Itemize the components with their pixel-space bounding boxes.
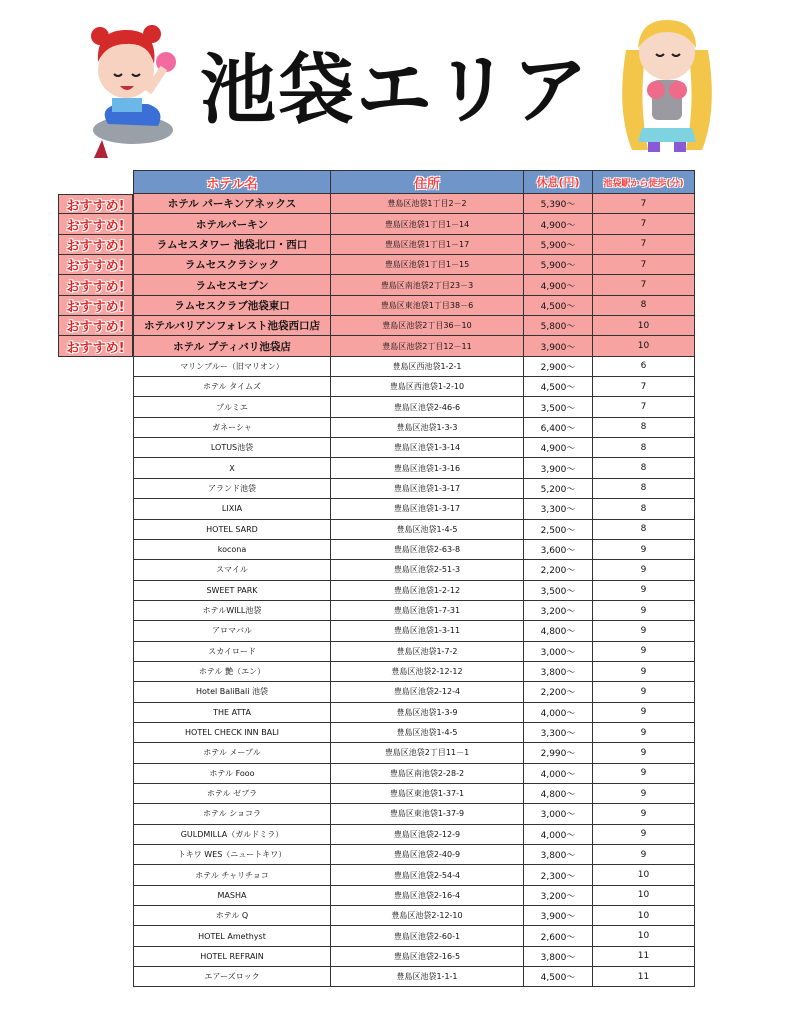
walk-minutes-cell: 7 [592,275,695,294]
address-cell: 豊島区池袋1-2-12 [330,581,523,600]
walk-minutes-cell: 9 [592,642,695,661]
hotel-name-cell: THE ATTA [133,703,330,722]
recommended-badge: おすすめ! [58,275,133,295]
address-cell: 豊島区池袋1-3-14 [330,438,523,457]
table-row [133,743,695,763]
header-address: 住所 [330,171,523,193]
price-cell: 5,800～ [523,316,592,335]
table-row [133,560,695,580]
address-cell: 豊島区池袋2-46-6 [330,397,523,416]
table-row [133,642,695,662]
table-row [133,336,695,356]
price-cell: 3,900～ [523,906,592,925]
table-row [133,235,695,255]
hotel-name-cell: ホテルWILL池袋 [133,601,330,620]
hotel-name-cell: GULDMILLA（ガルドミラ） [133,825,330,844]
address-cell: 豊島区東池袋1-37-9 [330,804,523,823]
address-cell: 豊島区池袋2-60-1 [330,926,523,945]
hotel-name-cell: アロマバル [133,621,330,640]
table-row [133,723,695,743]
walk-minutes-cell: 9 [592,682,695,701]
address-cell: 豊島区池袋1-4-5 [330,520,523,539]
table-row [133,581,695,601]
hotel-name-cell: ガネーシャ [133,418,330,437]
price-cell: 4,500～ [523,377,592,396]
price-cell: 3,800～ [523,845,592,864]
table-row [133,703,695,723]
price-cell: 4,900～ [523,214,592,233]
hotel-name-cell: ホテル タイムズ [133,377,330,396]
table-row [133,682,695,702]
table-row [133,377,695,397]
table-row [133,764,695,784]
price-cell: 4,500～ [523,296,592,315]
hotel-name-cell: X [133,458,330,477]
hotel-name-cell: kocona [133,540,330,559]
hotel-name-cell: LOTUS池袋 [133,438,330,457]
price-cell: 2,600～ [523,926,592,945]
price-cell: 3,900～ [523,336,592,355]
address-cell: 豊島区池袋2-12-9 [330,825,523,844]
walk-minutes-cell: 9 [592,804,695,823]
address-cell: 豊島区西池袋1-2-1 [330,357,523,376]
hotel-name-cell: SWEET PARK [133,581,330,600]
table-row [133,947,695,967]
address-cell: 豊島区池袋2-63-8 [330,540,523,559]
address-cell: 豊島区西池袋1-2-10 [330,377,523,396]
price-cell: 2,200～ [523,682,592,701]
walk-minutes-cell: 9 [592,723,695,742]
hotel-name-cell: MASHA [133,886,330,905]
table-row [133,886,695,906]
price-cell: 2,300～ [523,865,592,884]
table-row [133,967,695,987]
hotel-name-cell: ホテル ゼブラ [133,784,330,803]
walk-minutes-cell: 11 [592,947,695,966]
hotel-name-cell: アランド池袋 [133,479,330,498]
table-row [133,397,695,417]
address-cell: 豊島区池袋2-12-4 [330,682,523,701]
address-cell: 豊島区池袋1丁目2－2 [330,194,523,213]
recommended-badge: おすすめ! [58,296,133,316]
price-cell: 3,000～ [523,642,592,661]
address-cell: 豊島区池袋2丁目36－10 [330,316,523,335]
hotel-name-cell: ラムセスクラシック [133,255,330,274]
walk-minutes-cell: 11 [592,967,695,986]
price-cell: 2,900～ [523,357,592,376]
price-cell: 3,500～ [523,397,592,416]
table-row [133,275,695,295]
table-row [133,357,695,377]
header-walk-minutes: 池袋駅から徒歩(分) [592,171,695,193]
table-row [133,479,695,499]
walk-minutes-cell: 9 [592,621,695,640]
address-cell: 豊島区池袋2-16-4 [330,886,523,905]
recommended-badges [58,194,133,357]
price-cell: 4,900～ [523,275,592,294]
header-hotel-name: ホテル名 [133,171,330,193]
price-cell: 4,000～ [523,825,592,844]
price-cell: 3,500～ [523,581,592,600]
walk-minutes-cell: 10 [592,336,695,355]
hotel-name-cell: ホテル Fooo [133,764,330,783]
price-cell: 3,900～ [523,458,592,477]
table-row [133,784,695,804]
walk-minutes-cell: 7 [592,235,695,254]
walk-minutes-cell: 9 [592,743,695,762]
address-cell: 豊島区池袋1-4-5 [330,723,523,742]
recommended-badge: おすすめ! [58,255,133,275]
walk-minutes-cell: 8 [592,520,695,539]
hotel-name-cell: スカイロード [133,642,330,661]
price-cell: 2,990～ [523,743,592,762]
table-row [133,601,695,621]
price-cell: 3,300～ [523,499,592,518]
walk-minutes-cell: 7 [592,397,695,416]
walk-minutes-cell: 10 [592,906,695,925]
mascot-girl-left-illustration [78,12,188,162]
price-cell: 3,000～ [523,804,592,823]
address-cell: 豊島区池袋1-3-16 [330,458,523,477]
address-cell: 豊島区池袋2-54-4 [330,865,523,884]
hotel-name-cell: トキワ WES（ニュートキワ） [133,845,330,864]
table-row [133,520,695,540]
table-row [133,845,695,865]
price-cell: 3,200～ [523,601,592,620]
hotel-name-cell: HOTEL CHECK INN BALI [133,723,330,742]
mascot-girl-right-illustration [612,10,722,160]
address-cell: 豊島区池袋2-40-9 [330,845,523,864]
walk-minutes-cell: 6 [592,357,695,376]
address-cell: 豊島区南池袋2-28-2 [330,764,523,783]
table-row [133,621,695,641]
table-row [133,865,695,885]
walk-minutes-cell: 7 [592,377,695,396]
walk-minutes-cell: 9 [592,540,695,559]
recommended-badge: おすすめ! [58,235,133,255]
walk-minutes-cell: 9 [592,560,695,579]
address-cell: 豊島区池袋1-1-1 [330,967,523,986]
address-cell: 豊島区池袋1丁目1－17 [330,235,523,254]
hotel-name-cell: Hotel BaliBali 池袋 [133,682,330,701]
hotel-name-cell: HOTEL Amethyst [133,926,330,945]
address-cell: 豊島区池袋1-3-9 [330,703,523,722]
table-row [133,214,695,234]
walk-minutes-cell: 8 [592,499,695,518]
page-title: 池袋エリア [200,45,590,134]
address-cell: 豊島区池袋2-12-12 [330,662,523,681]
table-row [133,662,695,682]
recommended-badge: おすすめ! [58,316,133,336]
walk-minutes-cell: 9 [592,784,695,803]
address-cell: 豊島区池袋1-3-17 [330,499,523,518]
hotel-name-cell: ラムセスセブン [133,275,330,294]
hotel-name-cell: ホテル Q [133,906,330,925]
walk-minutes-cell: 9 [592,703,695,722]
address-cell: 豊島区南池袋2丁目23－3 [330,275,523,294]
recommended-badge: おすすめ! [58,214,133,234]
address-cell: 豊島区池袋1-7-31 [330,601,523,620]
hotel-name-cell: スマイル [133,560,330,579]
walk-minutes-cell: 9 [592,845,695,864]
hotel-name-cell: ホテル メープル [133,743,330,762]
address-cell: 豊島区池袋1-3-11 [330,621,523,640]
address-cell: 豊島区池袋1-3-17 [330,479,523,498]
walk-minutes-cell: 9 [592,601,695,620]
table-row [133,825,695,845]
walk-minutes-cell: 7 [592,214,695,233]
hotel-name-cell: HOTEL REFRAIN [133,947,330,966]
price-cell: 6,400～ [523,418,592,437]
recommended-badge: おすすめ! [58,336,133,356]
recommended-badge: おすすめ! [58,194,133,214]
hotel-name-cell: プルミエ [133,397,330,416]
walk-minutes-cell: 8 [592,296,695,315]
price-cell: 4,000～ [523,764,592,783]
walk-minutes-cell: 9 [592,825,695,844]
address-cell: 豊島区池袋2丁目12－11 [330,336,523,355]
price-cell: 2,500～ [523,520,592,539]
address-cell: 豊島区池袋2-51-3 [330,560,523,579]
hotel-name-cell: エアーズロック [133,967,330,986]
hotel-name-cell: ホテル ショコラ [133,804,330,823]
table-row [133,458,695,478]
hotel-table [133,170,695,987]
walk-minutes-cell: 7 [592,194,695,213]
address-cell: 豊島区池袋1丁目1－14 [330,214,523,233]
price-cell: 3,600～ [523,540,592,559]
table-body [133,194,695,987]
price-cell: 4,800～ [523,784,592,803]
price-cell: 3,800～ [523,662,592,681]
table-row [133,255,695,275]
header-rest-price: 休息(円) [523,171,592,193]
table-row [133,438,695,458]
table-row [133,499,695,519]
walk-minutes-cell: 9 [592,581,695,600]
walk-minutes-cell: 10 [592,926,695,945]
walk-minutes-cell: 8 [592,479,695,498]
walk-minutes-cell: 8 [592,458,695,477]
address-cell: 豊島区池袋2丁目11－1 [330,743,523,762]
walk-minutes-cell: 9 [592,764,695,783]
walk-minutes-cell: 10 [592,316,695,335]
price-cell: 3,800～ [523,947,592,966]
table-row [133,926,695,946]
hotel-name-cell: マリンブルー（旧マリオン） [133,357,330,376]
price-cell: 4,900～ [523,438,592,457]
walk-minutes-cell: 10 [592,886,695,905]
walk-minutes-cell: 8 [592,418,695,437]
price-cell: 4,000～ [523,703,592,722]
price-cell: 3,200～ [523,886,592,905]
price-cell: 5,900～ [523,255,592,274]
walk-minutes-cell: 7 [592,255,695,274]
address-cell: 豊島区池袋1丁目1－15 [330,255,523,274]
hotel-name-cell: ホテル 艶（エン） [133,662,330,681]
price-cell: 3,300～ [523,723,592,742]
table-row [133,418,695,438]
table-row [133,194,695,214]
price-cell: 5,200～ [523,479,592,498]
hotel-name-cell: LIXIA [133,499,330,518]
address-cell: 豊島区東池袋1丁目38－6 [330,296,523,315]
table-row [133,804,695,824]
price-cell: 5,900～ [523,235,592,254]
walk-minutes-cell: 10 [592,865,695,884]
table-row [133,316,695,336]
walk-minutes-cell: 8 [592,438,695,457]
hotel-name-cell: HOTEL SARD [133,520,330,539]
hotel-name-cell: ホテル チャリチョコ [133,865,330,884]
price-cell: 4,500～ [523,967,592,986]
address-cell: 豊島区池袋2-12-10 [330,906,523,925]
hotel-name-cell: ホテル パーキンアネックス [133,194,330,213]
price-cell: 5,390～ [523,194,592,213]
address-cell: 豊島区池袋2-16-5 [330,947,523,966]
address-cell: 豊島区池袋1-3-3 [330,418,523,437]
walk-minutes-cell: 9 [592,662,695,681]
address-cell: 豊島区東池袋1-37-1 [330,784,523,803]
hotel-name-cell: ラムセスクラブ池袋東口 [133,296,330,315]
price-cell: 4,800～ [523,621,592,640]
hotel-name-cell: ホテルパーキン [133,214,330,233]
hotel-name-cell: ホテル プティバリ池袋店 [133,336,330,355]
table-row [133,906,695,926]
address-cell: 豊島区池袋1-7-2 [330,642,523,661]
hotel-name-cell: ホテルバリアンフォレスト池袋西口店 [133,316,330,335]
table-header-row [133,170,695,194]
hotel-name-cell: ラムセスタワー 池袋北口・西口 [133,235,330,254]
table-row [133,296,695,316]
price-cell: 2,200～ [523,560,592,579]
table-row [133,540,695,560]
